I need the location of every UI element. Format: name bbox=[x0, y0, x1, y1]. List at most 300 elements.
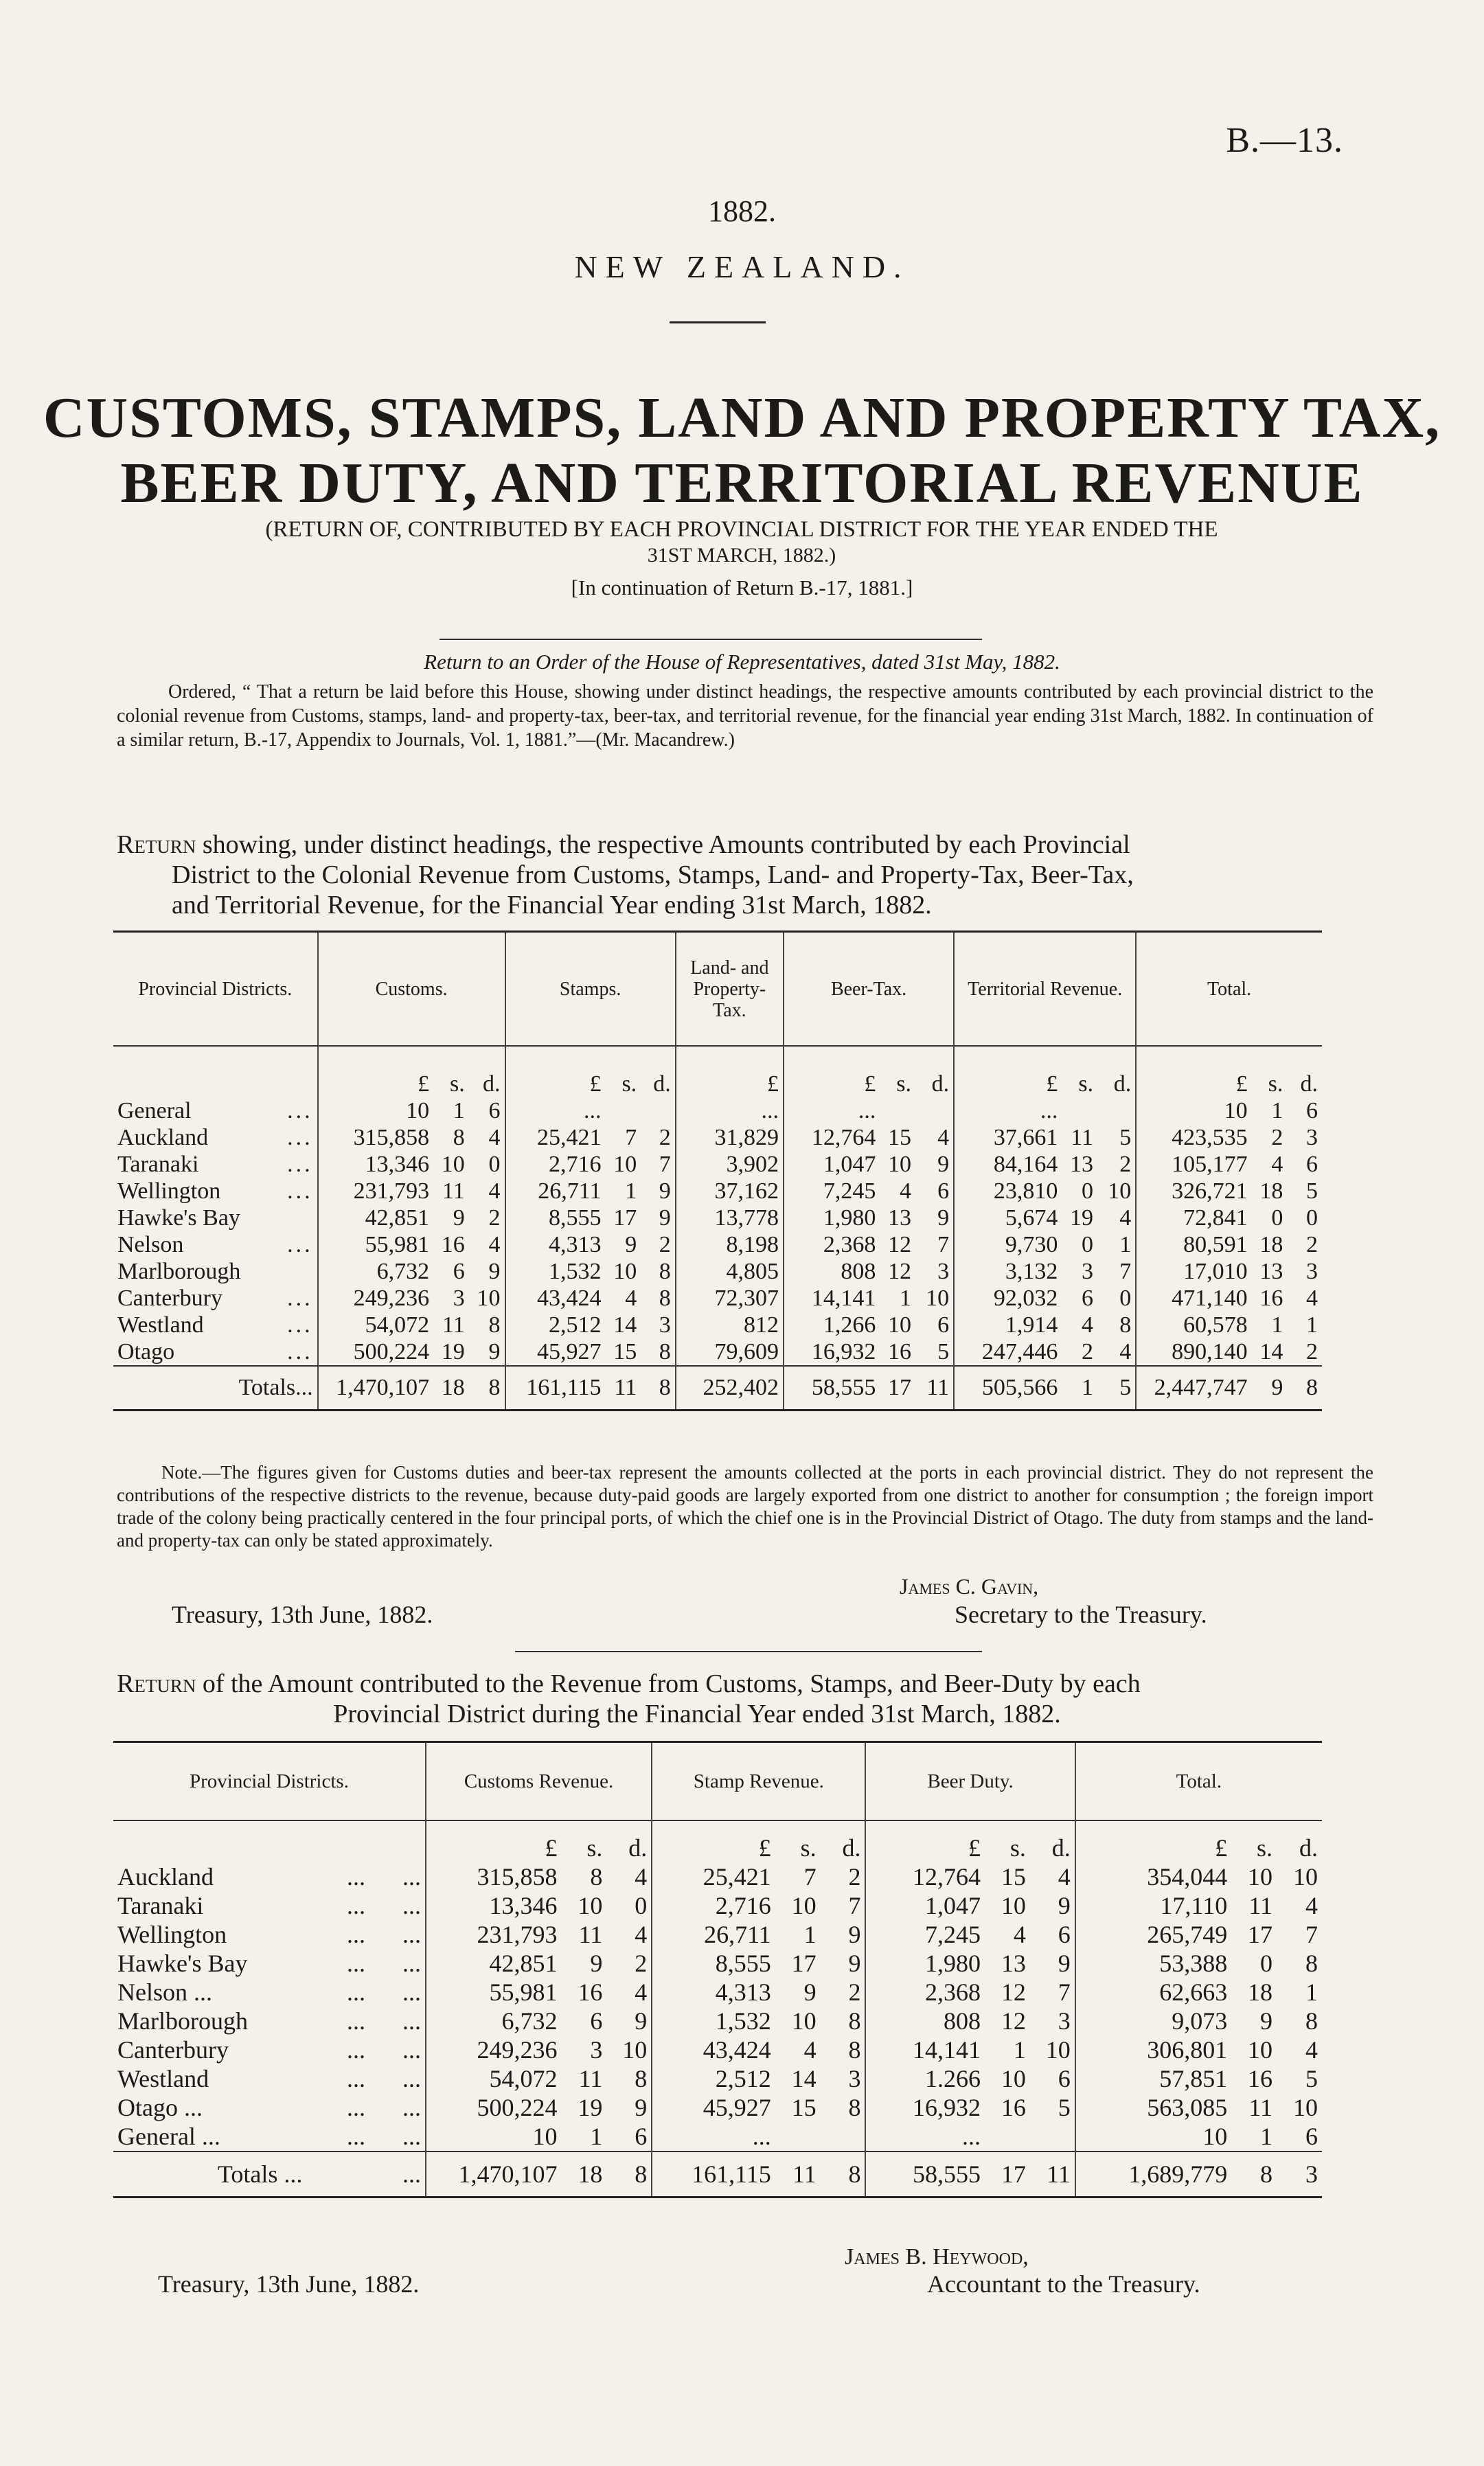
unit-pence: d. bbox=[842, 1834, 861, 1862]
col-header-land-tax: Land- and Property- Tax. bbox=[676, 932, 784, 1047]
pence-cell: 9 bbox=[659, 1178, 671, 1204]
shillings-cell: 10 bbox=[791, 1892, 817, 1919]
order-paragraph: Ordered, “ That a return be laid before this House, showing under distinct headings, the respective amounts contributed by each provincial district to the colonial revenue from Customs, stamps, land- and property-tax, beer-tax, and territorial revenue, for the financial year ending 31st March, 1882. In continuation of a similar return, B.-17, Appendix to Journals, Vol. 1, 1881.”—(Mr. Macandrew.) bbox=[117, 681, 1373, 751]
totals-row bbox=[113, 2151, 1322, 2197]
unit-pence: d. bbox=[1051, 1834, 1071, 1862]
district-name: Canterbury bbox=[117, 1285, 222, 1311]
pounds-cell: 2,716 bbox=[652, 1891, 775, 1920]
pounds-cell: 42,851 bbox=[426, 1949, 562, 1978]
leader-dots: ... bbox=[287, 1338, 313, 1365]
pounds-cell: 2,512 bbox=[505, 1312, 606, 1338]
pounds-cell: 808 bbox=[784, 1258, 880, 1285]
unit-pound: £ bbox=[865, 1820, 985, 1862]
shillings-cell: 3 bbox=[1082, 1258, 1094, 1284]
pence-cell: 7 bbox=[1119, 1258, 1132, 1284]
shillings-cell: 1 bbox=[1271, 1097, 1283, 1123]
pounds-cell: 505,566 bbox=[954, 1366, 1062, 1411]
leader-dots: ... ... bbox=[346, 2065, 421, 2092]
leader-dots: ... ... bbox=[346, 2036, 421, 2064]
unit-pound: £ bbox=[784, 1046, 880, 1097]
pounds-cell: 2,447,747 bbox=[1136, 1366, 1251, 1411]
table-row bbox=[113, 2093, 1322, 2122]
pence-cell: 2 bbox=[635, 1950, 648, 1977]
shillings-cell: 4 bbox=[1271, 1151, 1283, 1177]
pounds-cell: 1,047 bbox=[784, 1151, 880, 1178]
shillings-cell: 10 bbox=[613, 1258, 637, 1284]
pounds-cell: 1,266 bbox=[784, 1312, 880, 1338]
col-header-territorial: Territorial Revenue. bbox=[954, 932, 1136, 1047]
pence-cell: 0 bbox=[1119, 1285, 1132, 1311]
pence-cell: 8 bbox=[848, 2036, 861, 2064]
unit-shilling: s. bbox=[800, 1834, 817, 1862]
pounds-cell: 4,313 bbox=[505, 1231, 606, 1258]
col-header-customs-revenue: Customs Revenue. bbox=[426, 1742, 652, 1821]
pounds-cell: 9,073 bbox=[1075, 2007, 1231, 2035]
pence-cell: 4 bbox=[635, 1921, 648, 1948]
shillings-cell: 17 bbox=[613, 1205, 637, 1231]
unit-pound: £ bbox=[426, 1820, 562, 1862]
pounds-cell: 1.266 bbox=[865, 2064, 985, 2093]
pence-cell: 9 bbox=[635, 2094, 648, 2121]
shillings-cell: 1 bbox=[1013, 2036, 1026, 2064]
shillings-cell: 4 bbox=[900, 1178, 911, 1204]
shillings-cell: 16 bbox=[1248, 2065, 1273, 2092]
pence-cell: 6 bbox=[1306, 1097, 1318, 1123]
page-identifier: B.—13. bbox=[1226, 121, 1343, 160]
shillings-cell: 1 bbox=[1260, 2123, 1273, 2150]
subtitle-line-1: (RETURN OF, CONTRIBUTED BY EACH PROVINCIAL DISTRICT FOR THE YEAR ENDED THE bbox=[265, 517, 1218, 542]
shillings-cell: 12 bbox=[888, 1258, 911, 1284]
shillings-cell: 8 bbox=[1231, 2151, 1277, 2197]
pence-cell: 8 bbox=[641, 1366, 676, 1411]
land-tax-cell: 13,778 bbox=[676, 1205, 784, 1231]
leader-dots: ... ... bbox=[346, 2007, 421, 2035]
shillings-cell: 3 bbox=[453, 1285, 465, 1311]
district-cell bbox=[113, 1338, 318, 1366]
pence-cell: 10 bbox=[477, 1285, 501, 1311]
main-title-line-1: CUSTOMS, STAMPS, LAND AND PROPERTY TAX, bbox=[43, 386, 1441, 450]
pounds-cell: 60,578 bbox=[1136, 1312, 1251, 1338]
order-heading: Return to an Order of the House of Representatives, dated 31st May, 1882. bbox=[424, 650, 1060, 674]
pence-cell: 8 bbox=[821, 2151, 866, 2197]
pounds-cell: 54,072 bbox=[426, 2064, 562, 2093]
pence-cell: 3 bbox=[848, 2065, 861, 2092]
pence-cell: 8 bbox=[606, 2151, 652, 2197]
leader-dots: ... bbox=[287, 1151, 313, 1177]
shillings-cell: 17 bbox=[1248, 1921, 1273, 1948]
shillings-cell: 6 bbox=[590, 2007, 603, 2035]
signatory-2-place-date: Treasury, 13th June, 1882. bbox=[158, 2270, 420, 2298]
pence-cell: 9 bbox=[937, 1151, 950, 1177]
shillings-cell bbox=[985, 2122, 1030, 2151]
shillings-cell: 4 bbox=[1013, 1921, 1026, 1948]
district-name: Westland bbox=[117, 1312, 204, 1338]
pence-cell: 11 bbox=[1030, 2151, 1075, 2197]
pounds-cell: ... bbox=[652, 2122, 775, 2151]
pence-cell: 0 bbox=[1306, 1205, 1318, 1231]
units-cell bbox=[306, 1820, 426, 1862]
pence-cell: 9 bbox=[659, 1205, 671, 1231]
pence-cell: 4 bbox=[1058, 1863, 1071, 1891]
shillings-cell: 15 bbox=[888, 1124, 911, 1150]
pounds-cell: 25,421 bbox=[505, 1124, 606, 1151]
subtitle bbox=[103, 516, 1380, 569]
district-cell bbox=[113, 1285, 318, 1312]
pence-cell: 8 bbox=[848, 2007, 861, 2035]
signatory-1-place-date: Treasury, 13th June, 1882. bbox=[172, 1601, 433, 1628]
shillings-cell: 10 bbox=[1001, 2065, 1026, 2092]
divider bbox=[515, 1651, 982, 1652]
pounds-cell: 57,851 bbox=[1075, 2064, 1231, 2093]
unit-shilling: s. bbox=[1009, 1834, 1026, 1862]
shillings-cell: 18 bbox=[1248, 1978, 1273, 2006]
table-row bbox=[113, 1231, 1322, 1258]
shillings-cell: 16 bbox=[888, 1338, 911, 1365]
land-tax-cell: 8,198 bbox=[676, 1231, 784, 1258]
table-row bbox=[113, 2122, 1322, 2151]
table-row bbox=[113, 1285, 1322, 1312]
pence-cell: 1 bbox=[1306, 1312, 1318, 1338]
shillings-cell: 11 bbox=[1071, 1124, 1094, 1150]
district-name: Otago bbox=[117, 1338, 175, 1365]
land-tax-cell: ... bbox=[676, 1097, 784, 1124]
pounds-cell: 7,245 bbox=[865, 1920, 985, 1949]
pence-cell: 4 bbox=[1306, 1285, 1318, 1311]
pounds-cell: ... bbox=[784, 1097, 880, 1124]
shillings-cell: 1 bbox=[803, 1921, 817, 1948]
pence-cell: 10 bbox=[1293, 2094, 1318, 2121]
leader-dots: ... bbox=[287, 1124, 313, 1150]
pounds-cell: 2,512 bbox=[652, 2064, 775, 2093]
shillings-cell: 4 bbox=[625, 1285, 637, 1311]
district-name: Wellington bbox=[117, 1178, 221, 1204]
pence-cell: 9 bbox=[848, 1921, 861, 1948]
pounds-cell: 16,932 bbox=[865, 2093, 985, 2122]
table-row bbox=[113, 1891, 1322, 1920]
pence-cell: 9 bbox=[937, 1205, 950, 1231]
pounds-cell: 1,470,107 bbox=[426, 2151, 562, 2197]
pounds-cell: 6,732 bbox=[318, 1258, 433, 1285]
pence-cell: 0 bbox=[635, 1892, 648, 1919]
unit-pence: d. bbox=[483, 1071, 501, 1097]
pence-cell: 4 bbox=[488, 1231, 501, 1257]
leader-dots: ... bbox=[287, 1231, 313, 1257]
return-2-text: of the Amount contributed to the Revenue from Customs, Stamps, and Beer-Duty by each bbox=[196, 1669, 1141, 1698]
pence-cell: 9 bbox=[1058, 1950, 1071, 1977]
pounds-cell: 13,346 bbox=[318, 1151, 433, 1178]
pounds-cell: 3,132 bbox=[954, 1258, 1062, 1285]
shillings-cell: 1 bbox=[900, 1285, 911, 1311]
unit-shilling: s. bbox=[1268, 1071, 1283, 1097]
pence-cell: 10 bbox=[1045, 2036, 1071, 2064]
district-cell bbox=[113, 1151, 318, 1178]
pence-cell: 9 bbox=[848, 1950, 861, 1977]
pounds-cell: 231,793 bbox=[426, 1920, 562, 1949]
pence-cell: 3 bbox=[1306, 1124, 1318, 1150]
table-row bbox=[113, 2007, 1322, 2035]
pence-cell: 5 bbox=[1119, 1124, 1132, 1150]
shillings-cell: 1 bbox=[1062, 1366, 1097, 1411]
shillings-cell bbox=[1062, 1097, 1097, 1124]
shillings-cell: 12 bbox=[1001, 2007, 1026, 2035]
pounds-cell: 105,177 bbox=[1136, 1151, 1251, 1178]
return-1-lead: Return bbox=[117, 830, 196, 859]
continuation-note: [In continuation of Return B.-17, 1881.] bbox=[571, 575, 913, 600]
pounds-cell: 10 bbox=[426, 2122, 562, 2151]
pounds-cell: 10 bbox=[318, 1097, 433, 1124]
pounds-cell: 2,368 bbox=[865, 1978, 985, 2007]
shillings-cell: 11 bbox=[775, 2151, 821, 2197]
pence-cell: 8 bbox=[488, 1312, 501, 1338]
pence-cell: 6 bbox=[937, 1178, 950, 1204]
pence-cell: 2 bbox=[848, 1978, 861, 2006]
shillings-cell: 9 bbox=[1260, 2007, 1273, 2035]
district-cell: Marlborough bbox=[117, 2007, 248, 2035]
table-row bbox=[113, 2035, 1322, 2064]
pounds-cell: 326,721 bbox=[1136, 1178, 1251, 1205]
pence-cell: 4 bbox=[1305, 1892, 1318, 1919]
leader-dots: ... ... bbox=[346, 1892, 421, 1919]
pounds-cell: 45,927 bbox=[652, 2093, 775, 2122]
pence-cell: 3 bbox=[937, 1258, 950, 1284]
shillings-cell: 8 bbox=[590, 1863, 603, 1891]
pounds-cell: 500,224 bbox=[426, 2093, 562, 2122]
pence-cell: 9 bbox=[488, 1258, 501, 1284]
shillings-cell: 13 bbox=[888, 1205, 911, 1231]
unit-pound: £ bbox=[676, 1046, 784, 1097]
col-header-total: Total. bbox=[1136, 932, 1322, 1047]
leader-dots: ... bbox=[287, 1312, 313, 1338]
revenue-table bbox=[113, 931, 1322, 1411]
pounds-cell: 14,141 bbox=[784, 1285, 880, 1312]
leader-dots: ... ... bbox=[346, 2123, 421, 2150]
shillings-cell: 13 bbox=[1070, 1151, 1094, 1177]
pounds-cell: 16,932 bbox=[784, 1338, 880, 1366]
shillings-cell: 18 bbox=[562, 2151, 607, 2197]
table-row bbox=[113, 1949, 1322, 1978]
pence-cell: 8 bbox=[1287, 1366, 1322, 1411]
subtitle-line-2: 31ST MARCH, 1882.) bbox=[647, 544, 836, 567]
district-cell bbox=[113, 1205, 318, 1231]
pence-cell: 8 bbox=[848, 2094, 861, 2121]
pence-cell: 8 bbox=[659, 1285, 671, 1311]
unit-pence: d. bbox=[1300, 1071, 1318, 1097]
pounds-cell: 563,085 bbox=[1075, 2093, 1231, 2122]
pounds-cell: ... bbox=[505, 1097, 606, 1124]
district-name: Nelson bbox=[117, 1231, 184, 1257]
pence-cell: 2 bbox=[1119, 1151, 1132, 1177]
shillings-cell: 2 bbox=[1082, 1338, 1094, 1365]
pence-cell: 9 bbox=[635, 2007, 648, 2035]
shillings-cell: 15 bbox=[791, 2094, 817, 2121]
pence-cell: 6 bbox=[1058, 2065, 1071, 2092]
pounds-cell: ... bbox=[865, 2122, 985, 2151]
shillings-cell: 14 bbox=[1259, 1338, 1283, 1365]
district-cell: Wellington bbox=[117, 1921, 227, 1948]
shillings-cell: 19 bbox=[1070, 1205, 1094, 1231]
unit-pound: £ bbox=[318, 1046, 433, 1097]
pounds-cell: 13,346 bbox=[426, 1891, 562, 1920]
pounds-cell: 6,732 bbox=[426, 2007, 562, 2035]
divider bbox=[440, 639, 982, 640]
unit-shilling: s. bbox=[1257, 1834, 1273, 1862]
pounds-cell: 10 bbox=[1075, 2122, 1231, 2151]
pence-cell: 6 bbox=[937, 1312, 950, 1338]
pence-cell: 4 bbox=[1305, 2036, 1318, 2064]
table-row bbox=[113, 1205, 1322, 1231]
pence-cell: 0 bbox=[488, 1151, 501, 1177]
pence-cell: 2 bbox=[848, 1863, 861, 1891]
district-cell: Auckland bbox=[117, 1863, 214, 1891]
land-tax-cell: 4,805 bbox=[676, 1258, 784, 1285]
pounds-cell: 84,164 bbox=[954, 1151, 1062, 1178]
shillings-cell: 16 bbox=[1259, 1285, 1283, 1311]
pence-cell: 8 bbox=[635, 2065, 648, 2092]
district-cell: General ... bbox=[117, 2123, 220, 2150]
country-heading: NEW ZEALAND. bbox=[574, 249, 910, 284]
shillings-cell: 10 bbox=[888, 1312, 911, 1338]
units-row bbox=[113, 1046, 1322, 1097]
pounds-cell: 2,368 bbox=[784, 1231, 880, 1258]
shillings-cell: 19 bbox=[441, 1338, 465, 1365]
pounds-cell: 249,236 bbox=[426, 2035, 562, 2064]
return-2-lead: Return bbox=[117, 1669, 196, 1698]
leader-dots: ... bbox=[287, 1097, 313, 1123]
col-header-stamps: Stamps. bbox=[505, 932, 676, 1047]
table-row bbox=[113, 1978, 1322, 2007]
signatory-1-role: Secretary to the Treasury. bbox=[955, 1601, 1207, 1628]
pounds-cell: 5,674 bbox=[954, 1205, 1062, 1231]
pounds-cell: ... bbox=[954, 1097, 1062, 1124]
note-paragraph: Note.—The figures given for Customs duties and beer-tax represent the amounts collected at the ports in each provincial district. They do not represent the contributions of the respective districts to the revenue, because duty-paid goods are largely exported from one district to another for consumption ; the foreign import trade of the colony being practically centered in the four principal ports, of which the chief one is in the Provincial District of Otago. The duty from stamps and the land- and property-tax can only be stated approximately. bbox=[117, 1462, 1373, 1551]
pounds-cell: 1,532 bbox=[505, 1258, 606, 1285]
pounds-cell: 58,555 bbox=[784, 1366, 880, 1411]
pence-cell: 2 bbox=[1306, 1231, 1318, 1257]
pence-cell: 9 bbox=[1058, 1892, 1071, 1919]
shillings-cell: 2 bbox=[1271, 1124, 1283, 1150]
leader-dots: ... ... bbox=[346, 1863, 421, 1891]
pence-cell: 5 bbox=[937, 1338, 950, 1365]
shillings-cell: 16 bbox=[1001, 2094, 1026, 2121]
leader-dots: ... ... bbox=[346, 1950, 421, 1977]
totals-row bbox=[113, 1366, 1322, 1411]
pence-cell: 4 bbox=[937, 1124, 950, 1150]
unit-shilling: s. bbox=[1078, 1071, 1094, 1097]
pounds-cell: 8,555 bbox=[505, 1205, 606, 1231]
pounds-cell: 43,424 bbox=[505, 1285, 606, 1312]
pence-cell: 11 bbox=[915, 1366, 954, 1411]
pence-cell: 2 bbox=[659, 1231, 671, 1257]
table-row bbox=[113, 1338, 1322, 1366]
pounds-cell: 354,044 bbox=[1075, 1862, 1231, 1891]
pounds-cell: 62,663 bbox=[1075, 1978, 1231, 2007]
shillings-cell: 10 bbox=[791, 2007, 817, 2035]
shillings-cell: 10 bbox=[441, 1151, 465, 1177]
pounds-cell: 8,555 bbox=[652, 1949, 775, 1978]
unit-pence: d. bbox=[653, 1071, 671, 1097]
shillings-cell: 9 bbox=[625, 1231, 637, 1257]
table-row bbox=[113, 1178, 1322, 1205]
land-tax-cell: 812 bbox=[676, 1312, 784, 1338]
pounds-cell: 17,010 bbox=[1136, 1258, 1251, 1285]
pounds-cell: 25,421 bbox=[652, 1862, 775, 1891]
shillings-cell: 11 bbox=[1248, 2094, 1273, 2121]
pounds-cell: 249,236 bbox=[318, 1285, 433, 1312]
return-1-line-3: and Territorial Revenue, for the Financial Year ending 31st March, 1882. bbox=[172, 891, 932, 920]
leader-dots: ... bbox=[287, 1285, 313, 1311]
unit-shilling: s. bbox=[621, 1071, 637, 1097]
pounds-cell: 43,424 bbox=[652, 2035, 775, 2064]
main-title-line-2: BEER DUTY, AND TERRITORIAL REVENUE bbox=[120, 451, 1364, 515]
pounds-cell: 1,914 bbox=[954, 1312, 1062, 1338]
table-row bbox=[113, 1151, 1322, 1178]
document-year: 1882. bbox=[708, 194, 776, 228]
pounds-cell: 1,689,779 bbox=[1075, 2151, 1231, 2197]
table-row bbox=[113, 1312, 1322, 1338]
district-cell bbox=[113, 1178, 318, 1205]
signatory-1-name: James C. Gavin, bbox=[900, 1574, 1039, 1599]
unit-shilling: s. bbox=[450, 1071, 465, 1097]
pence-cell bbox=[1097, 1097, 1136, 1124]
district-cell: Westland bbox=[117, 2065, 209, 2092]
shillings-cell: 12 bbox=[888, 1231, 911, 1257]
pence-cell: 5 bbox=[1306, 1178, 1318, 1204]
pounds-cell: 315,858 bbox=[426, 1862, 562, 1891]
pounds-cell: 14,141 bbox=[865, 2035, 985, 2064]
shillings-cell: 3 bbox=[590, 2036, 603, 2064]
return-2-line-2: Provincial District during the Financial Year ended 31st March, 1882. bbox=[333, 1700, 1061, 1728]
pence-cell: 2 bbox=[659, 1124, 671, 1150]
shillings-cell: 0 bbox=[1082, 1231, 1094, 1257]
district-name: Auckland bbox=[117, 1124, 209, 1150]
pounds-cell: 72,841 bbox=[1136, 1205, 1251, 1231]
shillings-cell: 14 bbox=[613, 1312, 637, 1338]
pence-cell: 4 bbox=[1119, 1338, 1132, 1365]
shillings-cell: 9 bbox=[1252, 1366, 1288, 1411]
district-cell: Hawke's Bay bbox=[117, 1950, 248, 1977]
shillings-cell: 1 bbox=[625, 1178, 637, 1204]
pounds-cell: 471,140 bbox=[1136, 1285, 1251, 1312]
shillings-cell: 10 bbox=[1248, 1863, 1273, 1891]
pence-cell: 10 bbox=[1293, 1863, 1318, 1891]
pence-cell: 3 bbox=[1277, 2151, 1322, 2197]
divider bbox=[670, 321, 766, 323]
table-row bbox=[113, 1258, 1322, 1285]
pounds-cell: 161,115 bbox=[652, 2151, 775, 2197]
pounds-cell: 26,711 bbox=[505, 1178, 606, 1205]
unit-pence: d. bbox=[628, 1834, 648, 1862]
shillings-cell: 7 bbox=[803, 1863, 817, 1891]
pence-cell: 2 bbox=[488, 1205, 501, 1231]
table-row bbox=[113, 1862, 1322, 1891]
units-row bbox=[113, 1820, 1322, 1862]
pence-cell: 4 bbox=[1119, 1205, 1132, 1231]
pounds-cell: 45,927 bbox=[505, 1338, 606, 1366]
totals-label: Totals... bbox=[113, 1366, 318, 1411]
pence-cell: 8 bbox=[1119, 1312, 1132, 1338]
col-header-district: Provincial Districts. bbox=[138, 978, 293, 1000]
shillings-cell: 18 bbox=[433, 1366, 469, 1411]
shillings-cell: 10 bbox=[578, 1892, 603, 1919]
pounds-cell: 23,810 bbox=[954, 1178, 1062, 1205]
district-cell bbox=[113, 1312, 318, 1338]
pounds-cell: 7,245 bbox=[784, 1178, 880, 1205]
shillings-cell: 6 bbox=[1082, 1285, 1094, 1311]
col-header-beer-tax: Beer-Tax. bbox=[784, 932, 954, 1047]
pounds-cell: 53,388 bbox=[1075, 1949, 1231, 1978]
land-tax-cell: 79,609 bbox=[676, 1338, 784, 1366]
pence-cell: 2 bbox=[1306, 1338, 1318, 1365]
